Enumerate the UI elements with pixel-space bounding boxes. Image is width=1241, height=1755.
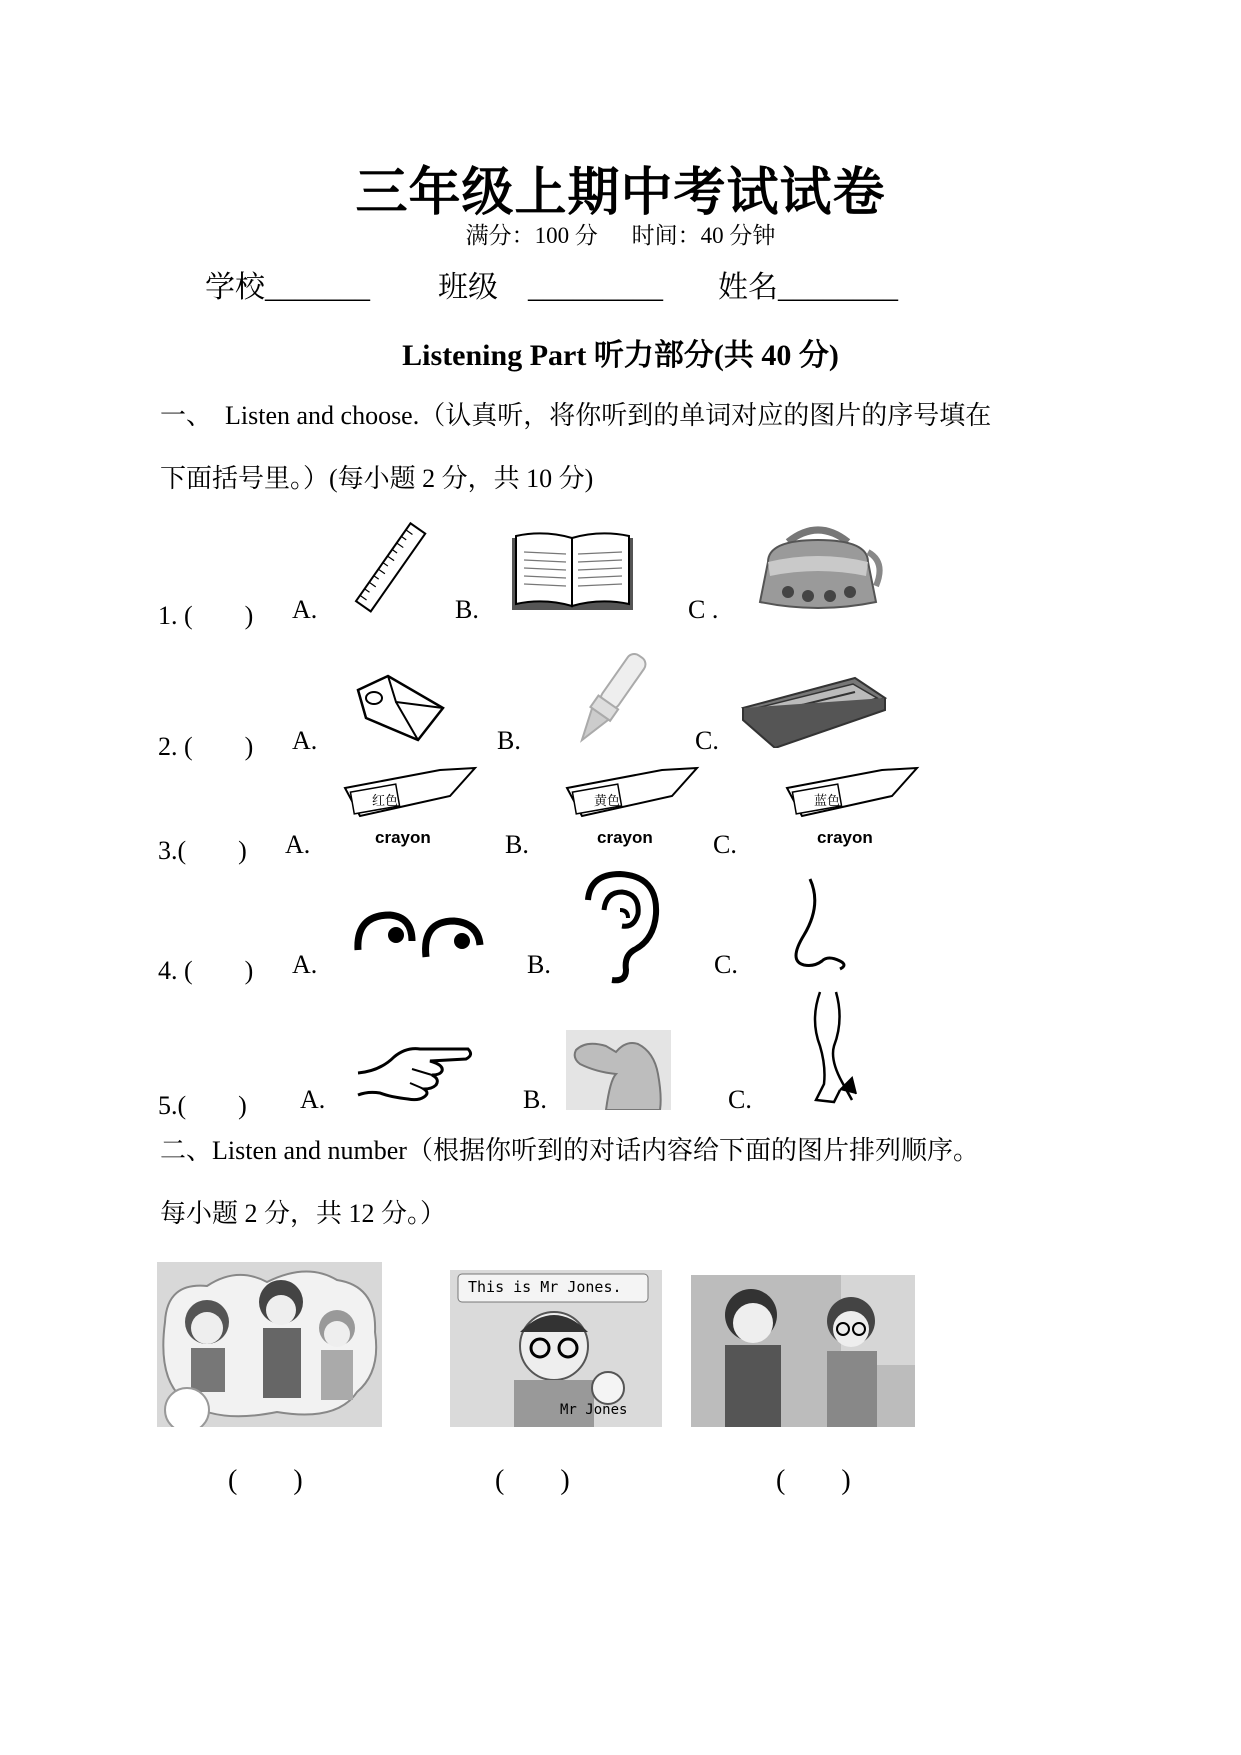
- q2-option-a: A.: [292, 726, 318, 755]
- q3-option-c: C.: [713, 830, 737, 859]
- q5-option-c: C.: [728, 1085, 752, 1114]
- q2-option-c: C.: [695, 726, 719, 755]
- crayon-drawing: [562, 760, 702, 828]
- q5-option-a: A.: [300, 1085, 326, 1114]
- mr-jones-label: Mr Jones: [560, 1402, 628, 1418]
- q5-option-b: B.: [523, 1085, 547, 1114]
- pencil-box-icon: [735, 668, 895, 748]
- pencil-sharpener-icon: [348, 668, 458, 748]
- speech-bubble-text: This is Mr Jones.: [468, 1278, 622, 1296]
- book-icon: [510, 528, 635, 613]
- q1-option-b: B.: [455, 595, 479, 624]
- crayon-color-label: 红色: [372, 794, 399, 809]
- question-3-number[interactable]: 3.( ): [158, 836, 247, 865]
- nose-icon: [770, 875, 860, 975]
- q4-option-c: C.: [714, 950, 738, 979]
- question-4-number[interactable]: 4. ( ): [158, 956, 254, 985]
- picture-2-answer[interactable]: ( ): [495, 1465, 570, 1496]
- listening-heading: Listening Part 听力部分(共 40 分): [402, 339, 839, 372]
- crayon-color-label: 蓝色: [814, 794, 841, 809]
- crayon-word: crayon: [375, 828, 431, 847]
- part2-instruction-line1: 二、Listen and number（根据你听到的对话内容给下面的图片排列顺序。: [160, 1136, 979, 1165]
- part1-instruction-line1: 一、 Listen and choose.（认真听，将你听到的单词对应的图片的序号填在: [160, 401, 992, 430]
- question-1-number[interactable]: 1. ( ): [158, 601, 254, 630]
- pen-icon: [560, 645, 660, 755]
- question-2-number[interactable]: 2. ( ): [158, 732, 254, 761]
- q1-option-c: C .: [688, 595, 719, 624]
- full-score: 满分：100 分: [465, 223, 598, 248]
- eyes-icon: [350, 905, 490, 975]
- ear-icon: [568, 870, 668, 985]
- red-crayon-icon: [340, 760, 480, 850]
- blue-crayon-icon: [782, 760, 922, 850]
- crayon-drawing: [340, 760, 480, 828]
- bag-icon: [748, 522, 888, 614]
- picture-1-answer[interactable]: ( ): [228, 1465, 303, 1496]
- exam-meta: [0, 217, 1241, 250]
- question-5-number[interactable]: 5.( ): [158, 1091, 247, 1120]
- q3-option-b: B.: [505, 830, 529, 859]
- crayon-word: crayon: [597, 828, 653, 847]
- exam-title: 三年级上期中考试试卷: [355, 165, 886, 222]
- q4-option-b: B.: [527, 950, 551, 979]
- picture-1-children-waving: [157, 1262, 382, 1427]
- crayon-drawing: [782, 760, 922, 828]
- crayon-word: crayon: [817, 828, 873, 847]
- part1-instruction-line2: 下面括号里。）(每小题 2 分，共 10 分): [160, 464, 594, 493]
- ruler-icon: [340, 520, 440, 620]
- crayon-color-label: 黄色: [594, 794, 621, 809]
- picture-1-drawing: [157, 1262, 382, 1427]
- q2-option-b: B.: [497, 726, 521, 755]
- class-field[interactable]: 班级 _________: [438, 271, 663, 304]
- school-field[interactable]: 学校_______: [205, 271, 370, 304]
- hand-icon: [350, 1035, 475, 1110]
- part2-instruction-line2: 每小题 2 分，共 12 分。）: [160, 1199, 447, 1228]
- exam-time: 时间：40 分钟: [631, 223, 776, 248]
- picture-3-drawing: [691, 1275, 915, 1427]
- q3-option-a: A.: [285, 830, 311, 859]
- q4-option-a: A.: [292, 950, 318, 979]
- q1-option-a: A.: [292, 595, 318, 624]
- yellow-crayon-icon: [562, 760, 702, 850]
- picture-2-mr-jones: [450, 1270, 662, 1427]
- leg-icon: [790, 990, 870, 1110]
- name-field[interactable]: 姓名________: [718, 271, 898, 304]
- picture-3-answer[interactable]: ( ): [776, 1465, 851, 1496]
- picture-3-two-boys: [691, 1275, 915, 1427]
- arm-icon: [566, 1030, 671, 1110]
